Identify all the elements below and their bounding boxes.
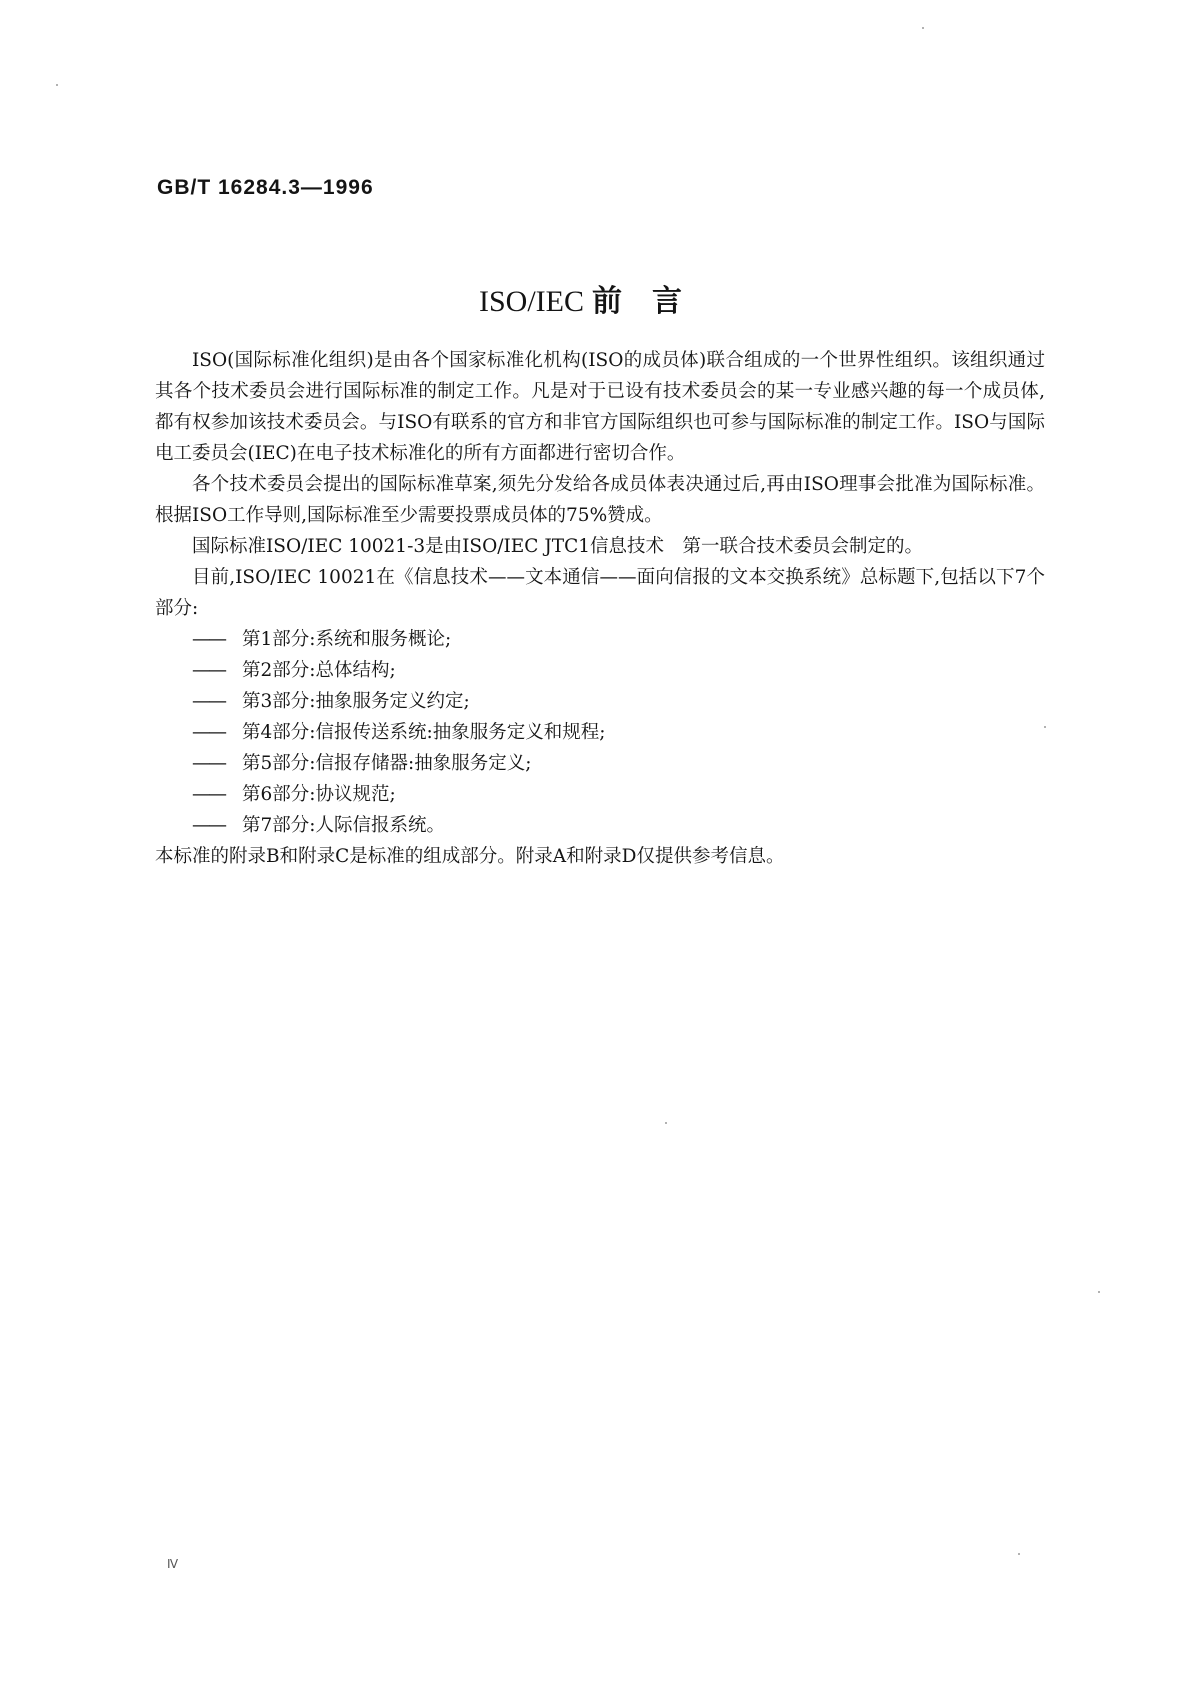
- list-dash: ——: [192, 629, 225, 650]
- page-title: [0, 276, 1191, 320]
- page-number: Ⅳ: [167, 1557, 179, 1571]
- paragraph-committee: 国际标准ISO/IEC 10021-3是由ISO/IEC JTC1信息技术 第一联合技术委员会制定的。: [192, 536, 924, 557]
- list-item-text: 第3部分:抽象服务定义约定;: [242, 691, 470, 712]
- list-item: [155, 779, 1045, 810]
- list-item: [155, 717, 1045, 748]
- scan-speck: [1044, 726, 1046, 728]
- list-item-text: 第6部分:协议规范;: [242, 784, 396, 805]
- list-dash: ——: [192, 815, 225, 836]
- scan-speck: [922, 27, 924, 29]
- list-dash: ——: [192, 660, 225, 681]
- list-item-text: 第1部分:系统和服务概论;: [242, 629, 452, 650]
- list-item: [155, 655, 1045, 686]
- scan-speck: [1098, 1291, 1100, 1293]
- standard-code: GB/T 16284.3—1996: [157, 176, 374, 199]
- paragraph-annex-note: 本标准的附录B和附录C是标准的组成部分。附录A和附录D仅提供参考信息。: [155, 846, 785, 867]
- foreword-body: [155, 345, 1045, 872]
- list-item: [155, 686, 1045, 717]
- list-item-text: 第5部分:信报存储器:抽象服务定义;: [242, 753, 532, 774]
- paragraph-parts-intro: 目前,ISO/IEC 10021在《信息技术——文本通信——面向信报的文本交换系统》总标题下,包括以下7个部分:: [155, 567, 1045, 619]
- paragraph-iso-intro: ISO(国际标准化组织)是由各个国家标准化机构(ISO的成员体)联合组成的一个世界性组织。该组织通过其各个技术委员会进行国际标准的制定工作。凡是对于已设有技术委员会的某一专业感兴趣的每一个成员体,都有权参加该技术委员会。与ISO有联系的官方和非官方国际组织也可参与国际标准的制定工作。ISO与国际电工委员会(IEC)在电子技术标准化的所有方面都进行密切合作。: [155, 350, 1045, 464]
- scan-speck: [1018, 1553, 1020, 1555]
- list-item-text: 第2部分:总体结构;: [242, 660, 396, 681]
- list-item: [155, 748, 1045, 779]
- list-dash: ——: [192, 691, 225, 712]
- list-item-text: 第7部分:人际信报系统。: [242, 815, 446, 836]
- title-word: 前言: [592, 284, 712, 319]
- list-dash: ——: [192, 784, 225, 805]
- scan-speck: [665, 1122, 667, 1124]
- list-item: [155, 624, 1045, 655]
- list-dash: ——: [192, 753, 225, 774]
- paragraph-draft-approval: 各个技术委员会提出的国际标准草案,须先分发给各成员体表决通过后,再由ISO理事会批准为国际标准。根据ISO工作导则,国际标准至少需要投票成员体的75%赞成。: [155, 474, 1045, 526]
- list-dash: ——: [192, 722, 225, 743]
- scan-speck: [56, 84, 58, 86]
- list-item-text: 第4部分:信报传送系统:抽象服务定义和规程;: [242, 722, 606, 743]
- list-item: [155, 810, 1045, 841]
- parts-list: [155, 624, 1045, 841]
- title-org: ISO/IEC: [479, 285, 584, 318]
